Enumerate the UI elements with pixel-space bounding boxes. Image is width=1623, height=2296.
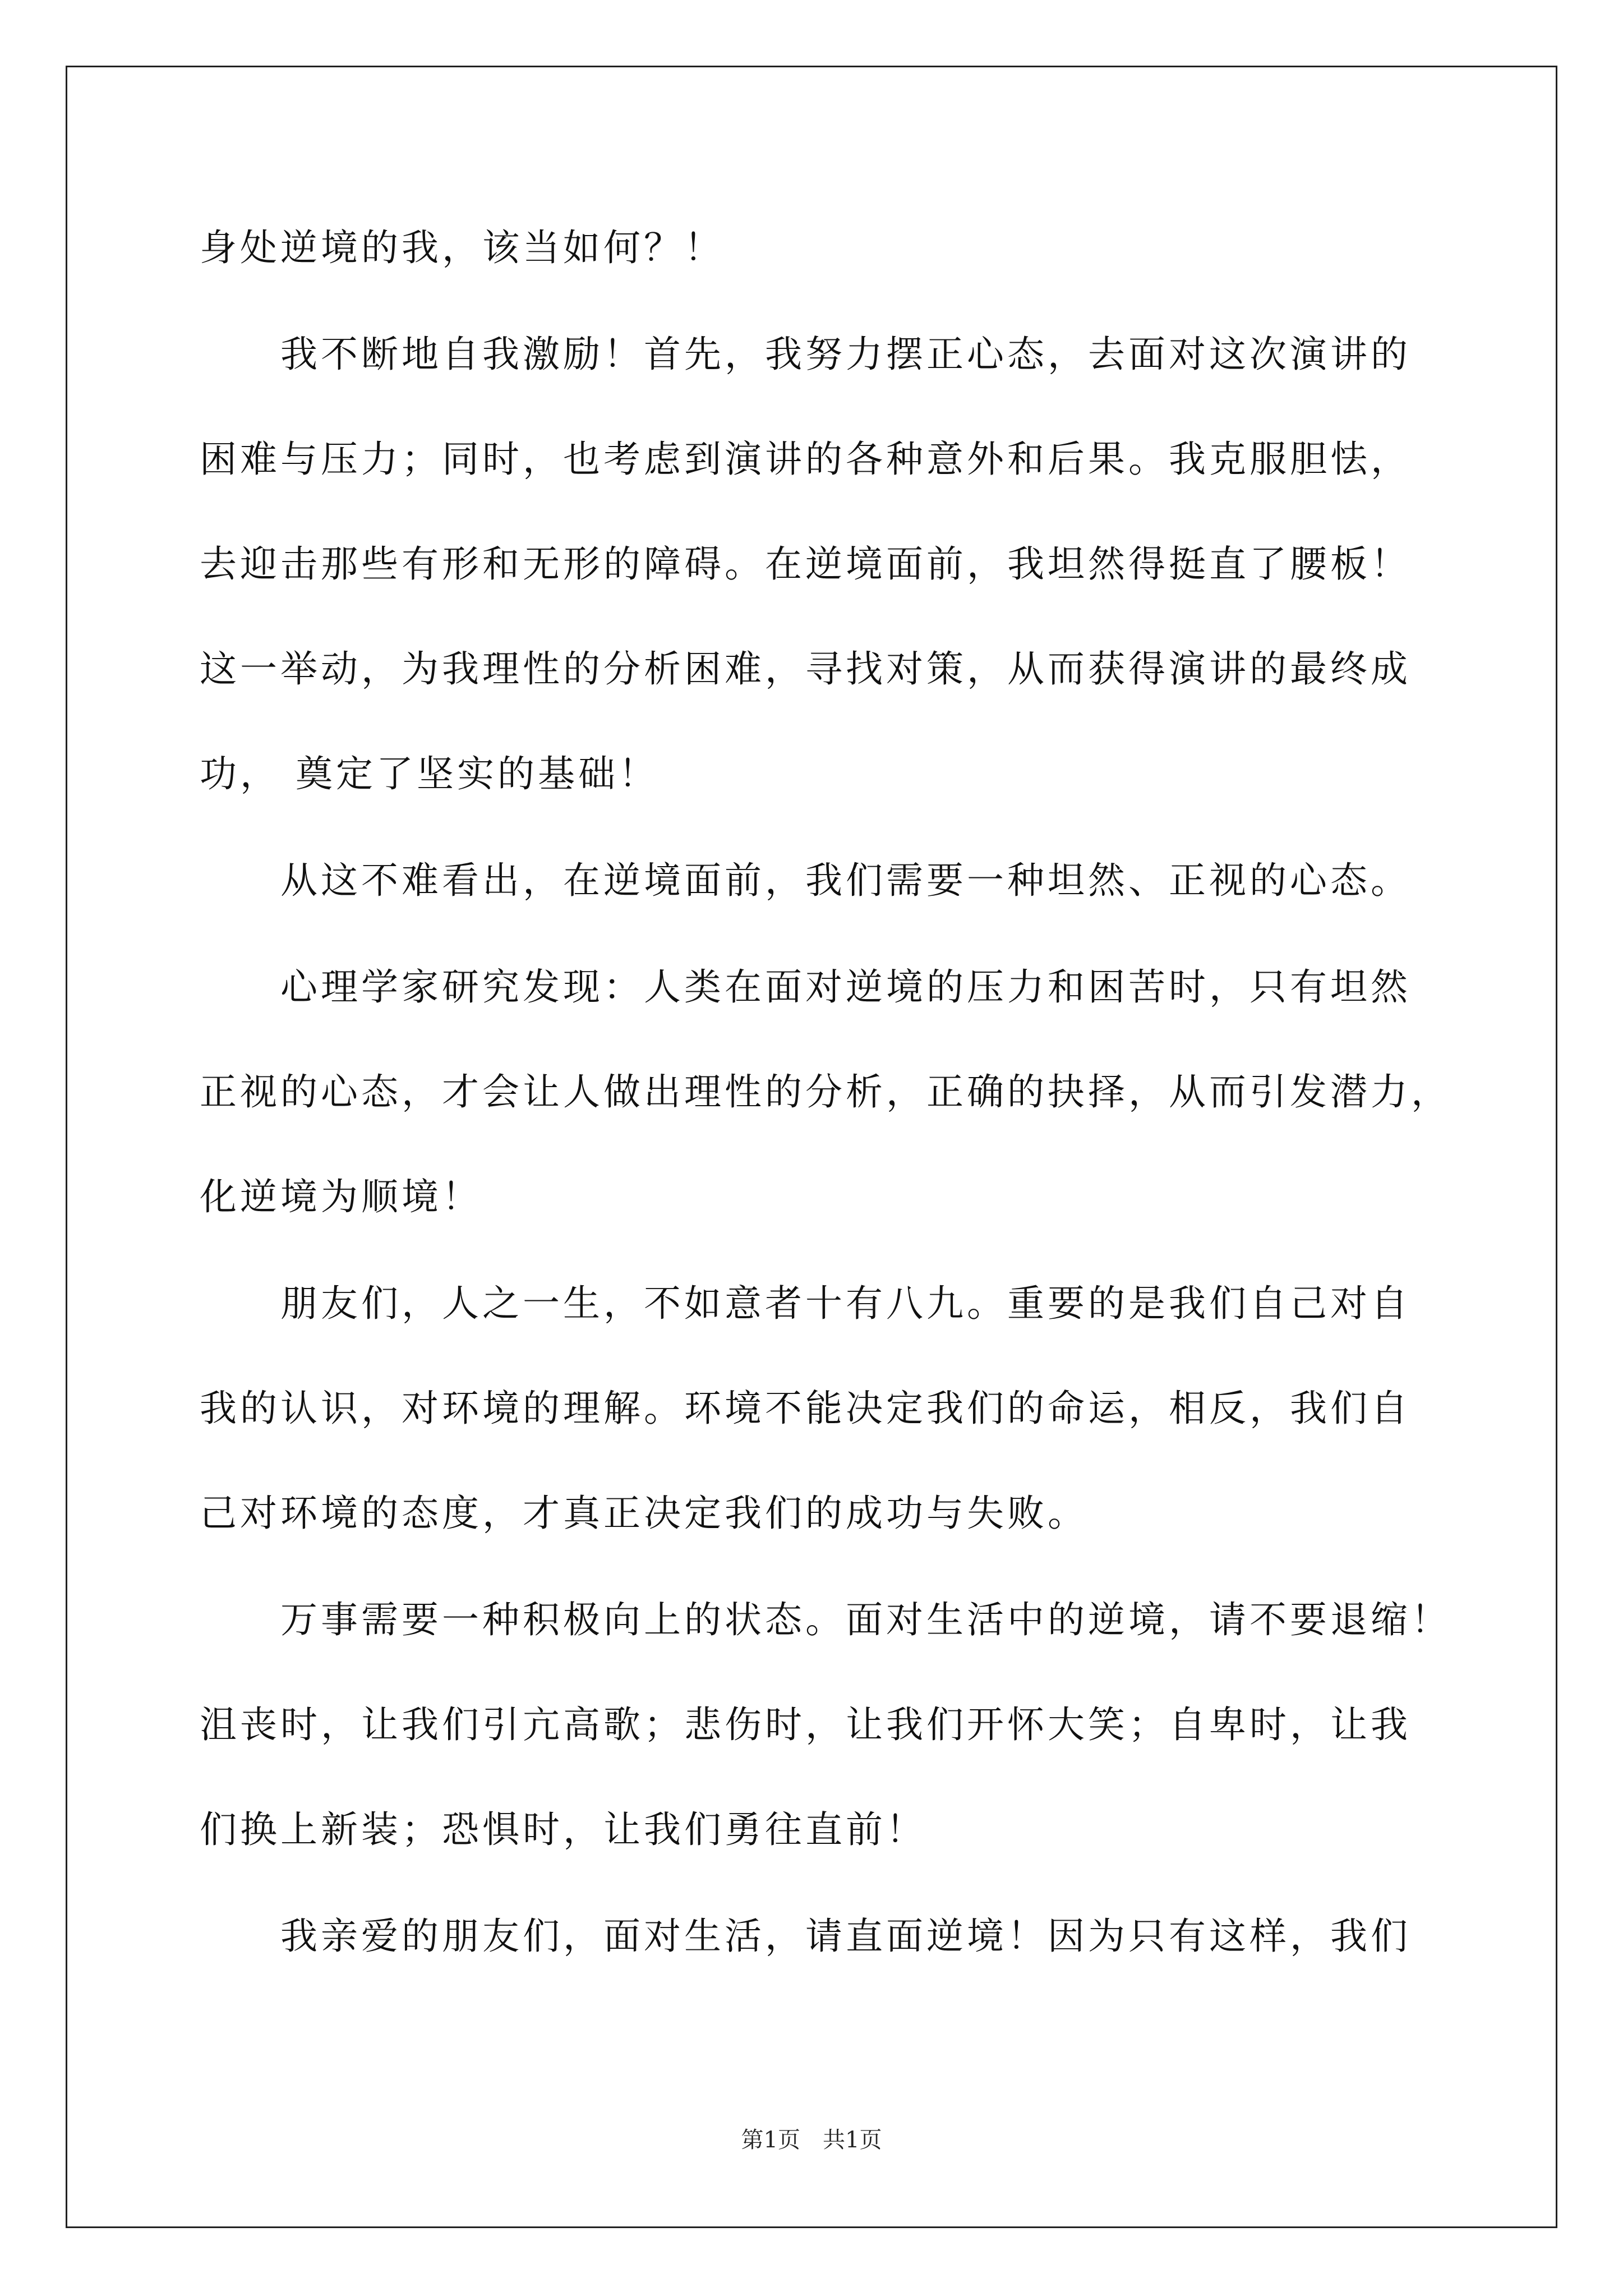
page-footer: [0, 2126, 1623, 2154]
text-line: 万事需要一种积极向上的状态。面对生活中的逆境，请不要退缩！: [280, 1598, 1451, 1641]
text-line: 化逆境为顺境！: [200, 1175, 482, 1218]
text-line: 正视的心态，才会让人做出理性的分析，正确的抉择，从而引发潜力，: [200, 1070, 1451, 1114]
text-line: 们换上新装；恐惧时，让我们勇往直前！: [200, 1808, 926, 1851]
text-line: 沮丧时，让我们引亢高歌；悲伤时，让我们开怀大笑；自卑时，让我: [200, 1703, 1411, 1746]
text-line: 己对环境的态度，才真正决定我们的成功与失败。: [200, 1492, 1088, 1535]
page-total: 共1页: [823, 2127, 882, 2153]
page-number: 第1页: [741, 2127, 800, 2153]
text-line: 功， 奠定了坚实的基础！: [200, 752, 659, 795]
text-line: 我不断地自我激励！首先，我努力摆正心态，去面对这次演讲的: [280, 333, 1411, 376]
text-line: 心理学家研究发现：人类在面对逆境的压力和困苦时，只有坦然: [280, 965, 1411, 1009]
text-line: 从这不难看出，在逆境面前，我们需要一种坦然、正视的心态。: [280, 859, 1411, 902]
text-line: 我亲爱的朋友们，面对生活，请直面逆境！因为只有这样，我们: [280, 1915, 1411, 1958]
text-line: 去迎击那些有形和无形的障碍。在逆境面前，我坦然得挺直了腰板！: [200, 542, 1411, 586]
text-line: 我的认识，对环境的理解。环境不能决定我们的命运，相反，我们自: [200, 1387, 1411, 1430]
text-line: 困难与压力；同时，也考虑到演讲的各种意外和后果。我克服胆怯，: [200, 438, 1411, 481]
text-line: 身处逆境的我，该当如何？！: [200, 226, 725, 269]
text-line: 这一举动，为我理性的分析困难，寻找对策，从而获得演讲的最终成: [200, 647, 1411, 691]
text-line: 朋友们，人之一生，不如意者十有八九。重要的是我们自己对自: [280, 1282, 1411, 1325]
page-frame: [66, 66, 1557, 2228]
